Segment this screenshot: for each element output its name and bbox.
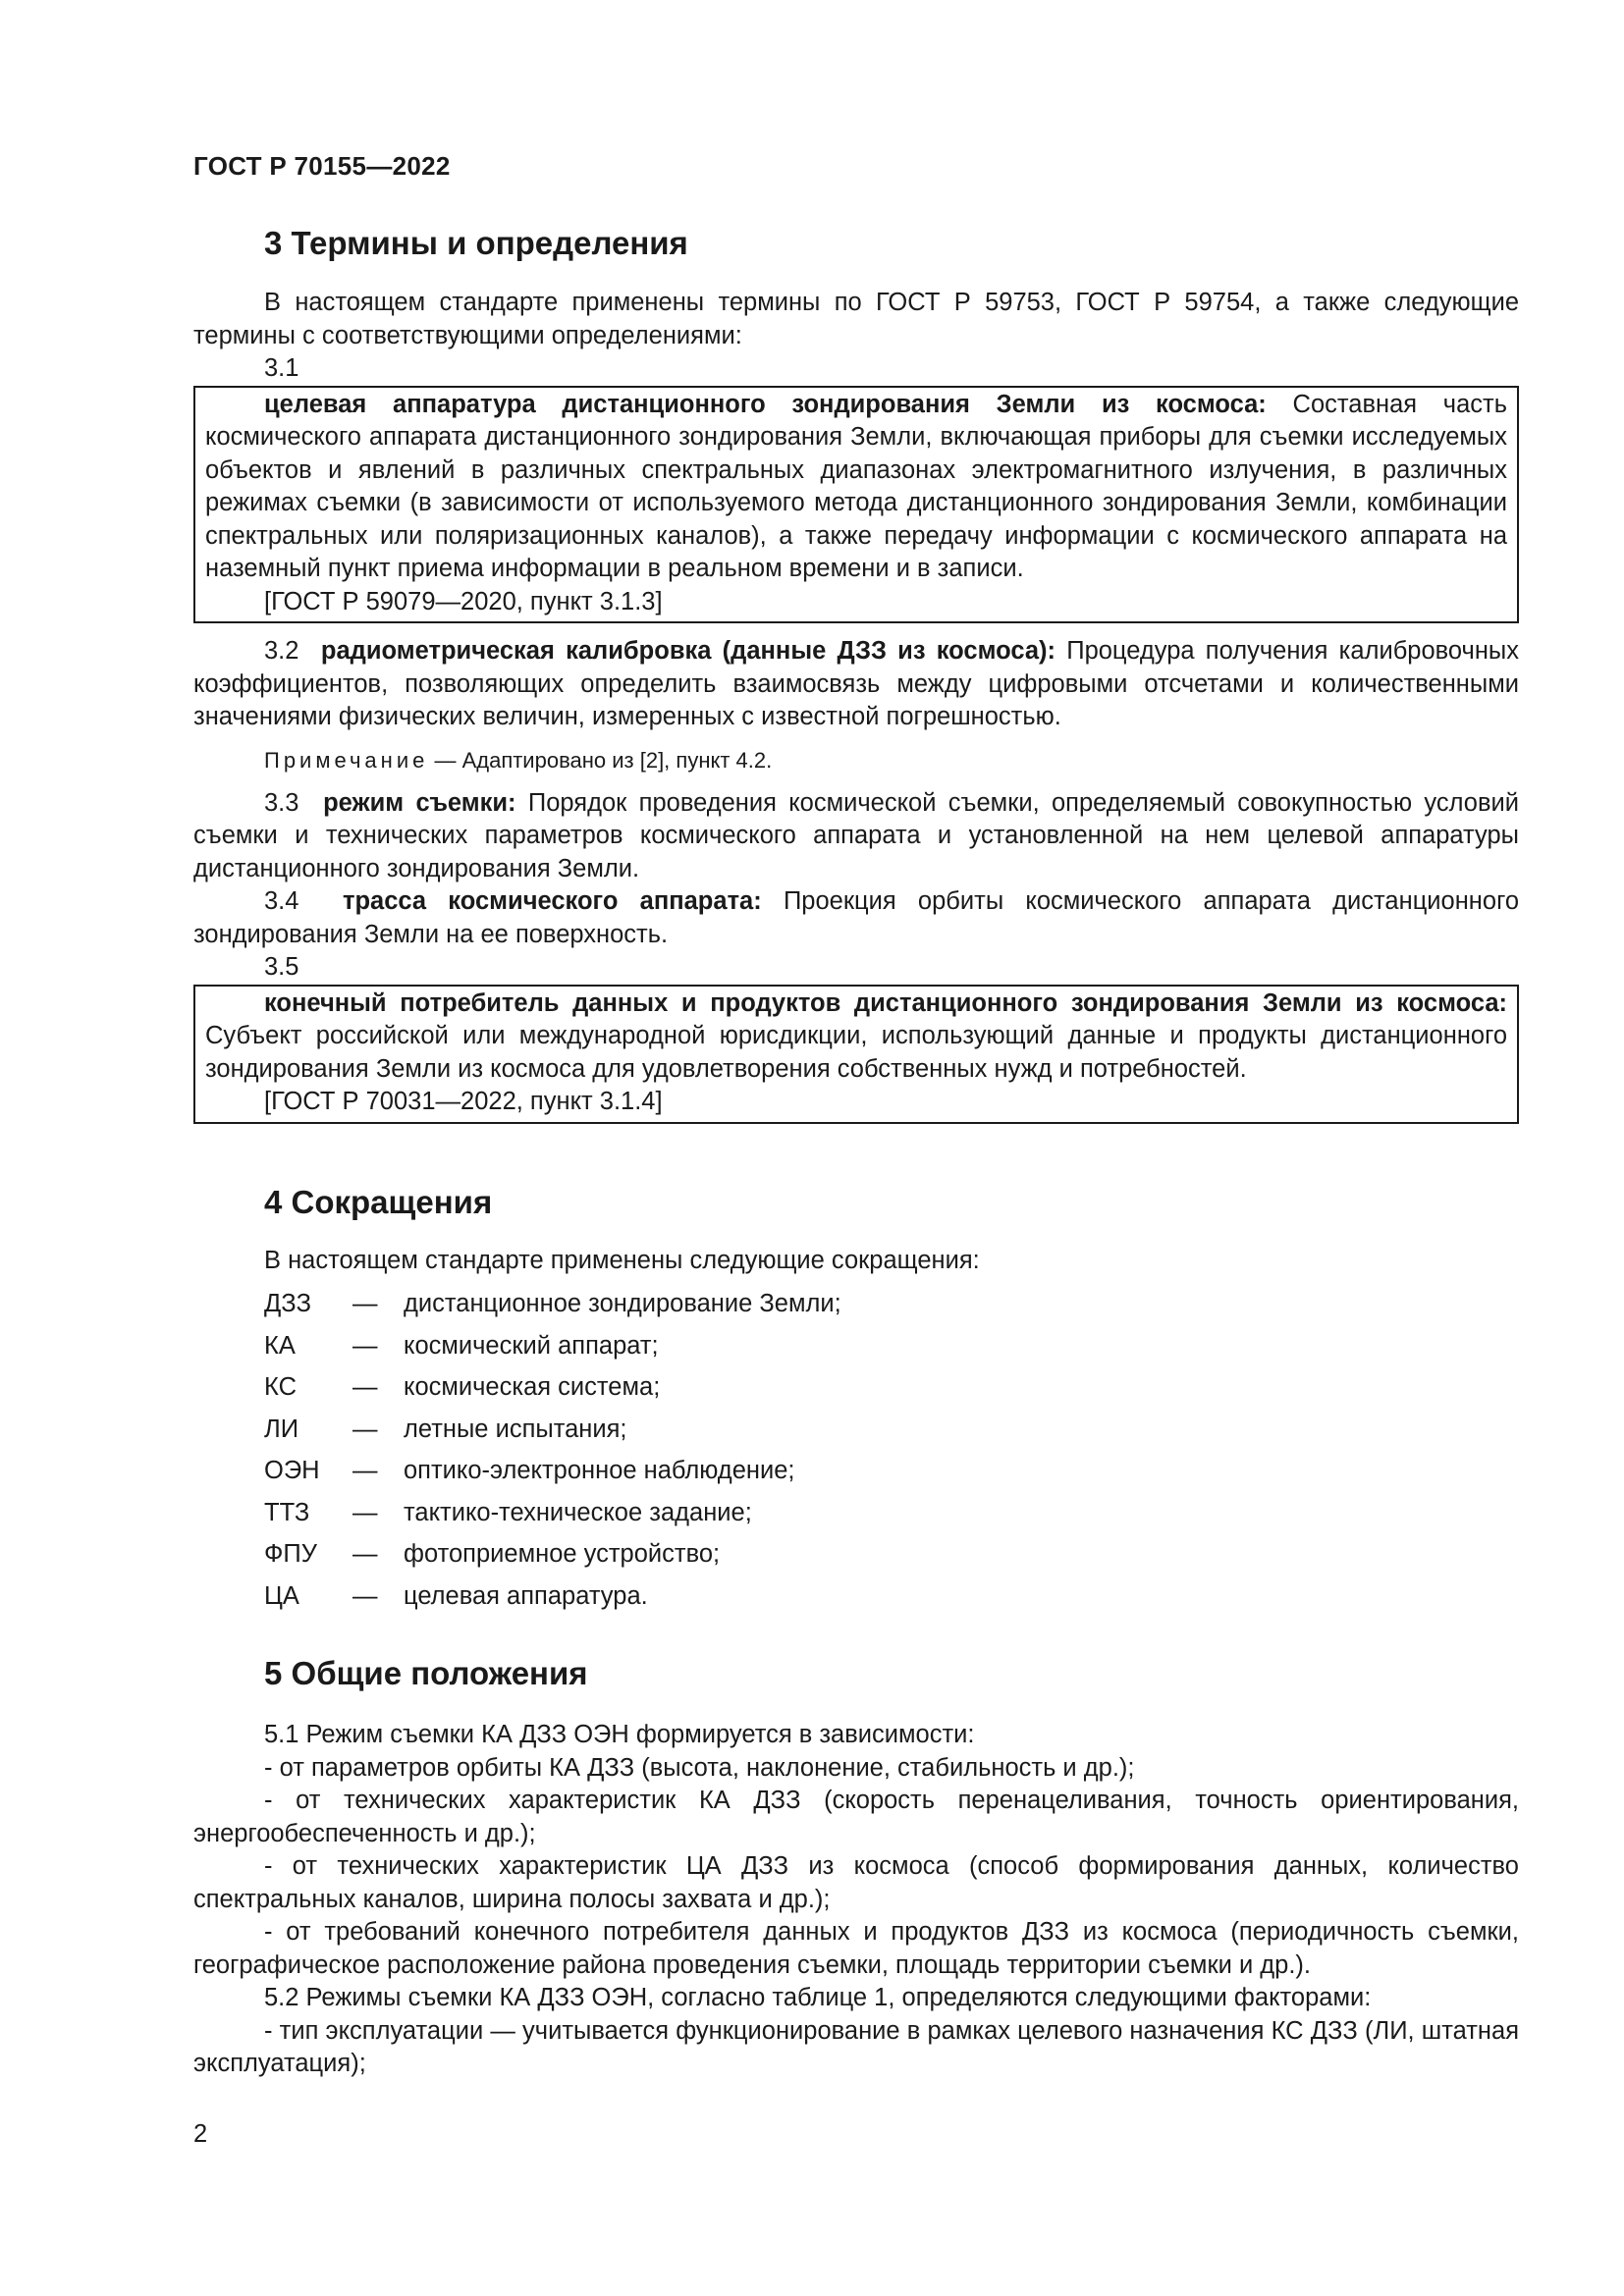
abbreviation-dash: —: [352, 1331, 378, 1360]
abbreviation-row: [264, 1534, 841, 1576]
section-4-title: 4 Сокращения: [264, 1184, 493, 1220]
abbreviation: ЛИ: [264, 1415, 299, 1443]
section-5: [193, 1655, 1519, 1692]
abbreviation-dash: —: [352, 1540, 378, 1569]
abbreviation-row: [264, 1575, 841, 1618]
clause-5-1-item-1: - от параметров орбиты КА ДЗЗ (высота, наклонение, стабильность и др.);: [264, 1753, 1135, 1782]
term-3-5-term: конечный потребитель данных и продуктов дистанционного зондирования Земли из космоса:: [264, 988, 1507, 1017]
abbreviation-dash: —: [352, 1498, 378, 1526]
document-header: ГОСТ Р 70155—2022: [193, 151, 451, 181]
term-3-5-box: [193, 985, 1519, 1124]
clause-5-1-item-3: - от технических характеристик ЦА ДЗЗ из космоса (способ формирования данных, количество спектральных каналов, ширина полосы захвата и др.);: [193, 1852, 1519, 1913]
term-3-5-number: 3.5: [264, 953, 299, 981]
page-number: 2: [193, 2120, 208, 2148]
clause-5-2: 5.2 Режимы съемки КА ДЗЗ ОЭН, согласно таблице 1, определяются следующими факторами:: [264, 1984, 1372, 2011]
abbreviation-row: [264, 1492, 841, 1534]
term-3-4: [193, 885, 1519, 951]
abbreviation-dash: —: [352, 1290, 378, 1318]
abbreviation-row: [264, 1409, 841, 1451]
term-3-2-definition: Процедура получения калибровочных коэффициентов, позволяющих определить взаимосвязь между цифровыми отсчетами и количественными значениями физических величин, измеренных с известной погрешностью.: [193, 637, 1520, 730]
abbreviation-definition: целевая аппаратура.: [404, 1581, 648, 1610]
term-3-1-source: [ГОСТ Р 59079—2020, пункт 3.1.3]: [264, 587, 663, 615]
clause-5-2-item-1: - тип эксплуатации — учитывается функционирование в рамках целевого назначения КС ДЗЗ (ЛИ, штатная эксплуатация);: [193, 2016, 1519, 2077]
abbreviation: КС: [264, 1373, 297, 1402]
section-3-intro: В настоящем стандарте применены термины по ГОСТ Р 59753, ГОСТ Р 59754, а также следующие термины с соответствующими определениями:: [193, 289, 1519, 349]
abbreviation: ЦА: [264, 1581, 299, 1610]
abbreviation-definition: космическая система;: [404, 1373, 661, 1402]
term-3-2-term: радиометрическая калибровка (данные ДЗЗ из космоса):: [320, 637, 1056, 665]
term-3-3-definition: Порядок проведения космической съемки, определяемый совокупностью условий съемки и технических параметров космического аппарата и установленной на нем целевой аппаратуры дистанционного зондирования Земли.: [193, 788, 1519, 882]
section-3: [193, 225, 1519, 262]
term-3-1-number: 3.1: [264, 354, 299, 382]
term-3-2: [193, 635, 1519, 734]
note-label: Примечание: [264, 747, 429, 773]
term-3-5-text: [205, 988, 1507, 1087]
abbreviation-dash: —: [352, 1415, 378, 1443]
term-3-3: [193, 787, 1519, 886]
term-3-1-definition: Составная часть космического аппарата дистанционного зондирования Земли, включающая приборы для съемки исследуемых объектов и явлений в различных спектральных диапазонах электромагнитного излучения, в различных режимах съемки (в зависимости от используемого метода дистанционного зондирования Земли, комбинации спектральных или поляризационных каналов), а также передачу информации с космического аппарата на наземный пункт приема информации в реальном времени и в записи.: [205, 390, 1507, 582]
abbreviation: КА: [264, 1331, 296, 1360]
abbreviation-dash: —: [352, 1581, 378, 1610]
term-3-3-term: режим съемки:: [323, 788, 516, 817]
section-5-body: [193, 1719, 1519, 2081]
abbreviation-definition: тактико-техническое задание;: [404, 1498, 752, 1526]
abbreviations-list: [264, 1284, 841, 1618]
term-3-1-box: [193, 386, 1519, 624]
term-3-4-term: трасса космического аппарата:: [342, 887, 762, 915]
abbreviation-dash: —: [352, 1457, 378, 1485]
abbreviation-row: [264, 1325, 841, 1367]
abbreviation-row: [264, 1284, 841, 1326]
section-3-title: 3 Термины и определения: [264, 225, 688, 261]
section-5-title: 5 Общие положения: [264, 1655, 588, 1691]
section-4: [193, 1184, 1519, 1221]
section-4-body: [193, 1245, 1519, 1618]
clause-5-1-item-4: - от требований конечного потребителя данных и продуктов ДЗЗ из космоса (периодичность съемки, географическое расположение района проведения съемки, площадь территории съемки и др.).: [193, 1918, 1519, 1979]
term-3-5-definition: Субъект российской или международной юрисдикции, использующий данные и продукты дистанционного зондирования Земли из космоса для удовлетворения собственных нужд и потребностей.: [205, 1022, 1507, 1083]
abbreviation-dash: —: [352, 1373, 378, 1402]
abbreviation-definition: фотоприемное устройство;: [404, 1540, 721, 1569]
term-3-3-number: 3.3: [264, 788, 299, 817]
abbreviation-definition: оптико-электронное наблюдение;: [404, 1457, 795, 1485]
term-3-5-source: [ГОСТ Р 70031—2022, пункт 3.1.4]: [264, 1088, 663, 1115]
clause-5-1-item-2: - от технических характеристик КА ДЗЗ (скорость перенацеливания, точность ориентирования, энергообеспеченность и др.);: [193, 1787, 1519, 1847]
abbreviation-row: [264, 1451, 841, 1493]
abbreviation-definition: дистанционное зондирование Земли;: [404, 1290, 841, 1318]
section-3-body: [193, 287, 1519, 1124]
note-text: — Адаптировано из [2], пункт 4.2.: [428, 747, 773, 773]
term-3-2-number: 3.2: [264, 637, 299, 665]
term-3-1-term: целевая аппаратура дистанционного зондирования Земли из космоса:: [264, 390, 1267, 418]
section-4-intro: В настоящем стандарте применены следующие сокращения:: [264, 1247, 980, 1274]
term-3-4-definition: Проекция орбиты космического аппарата дистанционного зондирования Земли на ее поверхность.: [193, 887, 1519, 948]
abbreviation: ТТЗ: [264, 1498, 310, 1526]
abbreviation: ДЗЗ: [264, 1290, 312, 1318]
clause-5-1: 5.1 Режим съемки КА ДЗЗ ОЭН формируется в зависимости:: [264, 1721, 975, 1748]
abbreviation-row: [264, 1367, 841, 1410]
term-3-1-text: [205, 389, 1507, 586]
term-3-2-note: [193, 746, 1519, 775]
abbreviation: ОЭН: [264, 1457, 320, 1485]
abbreviation-definition: космический аппарат;: [404, 1331, 659, 1360]
term-3-4-number: 3.4: [264, 887, 299, 915]
abbreviation-definition: летные испытания;: [404, 1415, 627, 1443]
abbreviation: ФПУ: [264, 1540, 317, 1569]
